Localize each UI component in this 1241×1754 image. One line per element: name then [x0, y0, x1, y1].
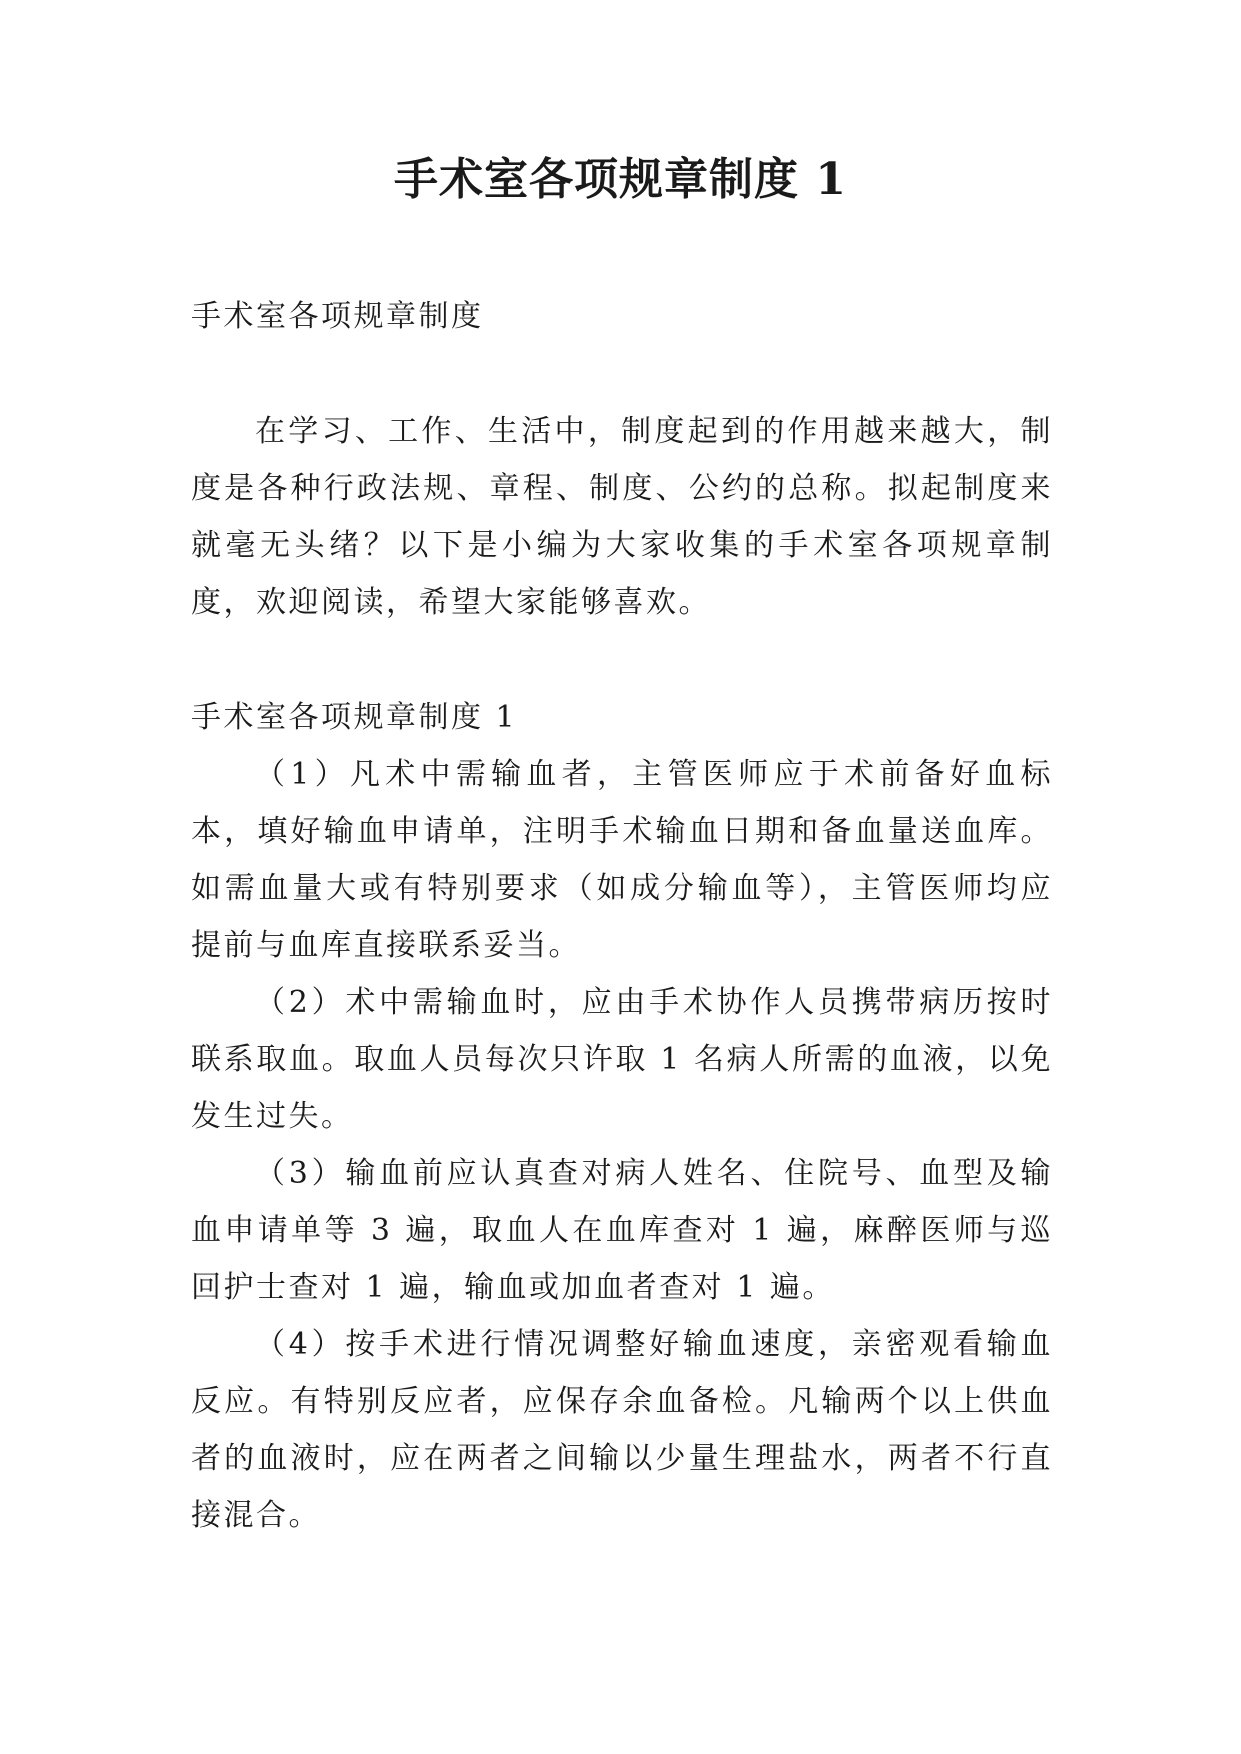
document-subtitle: 手术室各项规章制度	[191, 299, 484, 334]
section-heading: 手术室各项规章制度 1	[191, 700, 518, 735]
intro-paragraph: 在学习、工作、生活中，制度起到的作用越来越大，制度是各种行政法规、章程、制度、公约的总称。拟起制度来就毫无头绪？以下是小编为大家收集的手术室各项规章制度，欢迎阅读，希望大家能够喜欢。	[191, 414, 1053, 620]
spacer	[191, 631, 1053, 689]
document-title: 手术室各项规章制度 1	[394, 154, 847, 205]
rule-item-4: （4）按手术进行情况调整好输血速度，亲密观看输血反应。有特别反应者，应保存余血备检。凡输两个以上供血者的血液时，应在两者之间输以少量生理盐水，两者不行直接混合。	[191, 1327, 1053, 1533]
document-body	[191, 288, 1053, 1544]
rule-item-2: （2）术中需输血时，应由手术协作人员携带病历按时联系取血。取血人员每次只许取 1 名病人所需的血液，以免发生过失。	[191, 985, 1053, 1134]
rule-item-1: （1）凡术中需输血者，主管医师应于术前备好血标本，填好输血申请单，注明手术输血日期和备血量送血库。如需血量大或有特别要求（如成分输血等），主管医师均应提前与血库直接联系妥当。	[191, 757, 1053, 963]
spacer	[191, 345, 1053, 403]
rule-item-3: （3）输血前应认真查对病人姓名、住院号、血型及输血申请单等 3 遍，取血人在血库查对 1 遍，麻醉医师与巡回护士查对 1 遍，输血或加血者查对 1 遍。	[191, 1156, 1053, 1305]
